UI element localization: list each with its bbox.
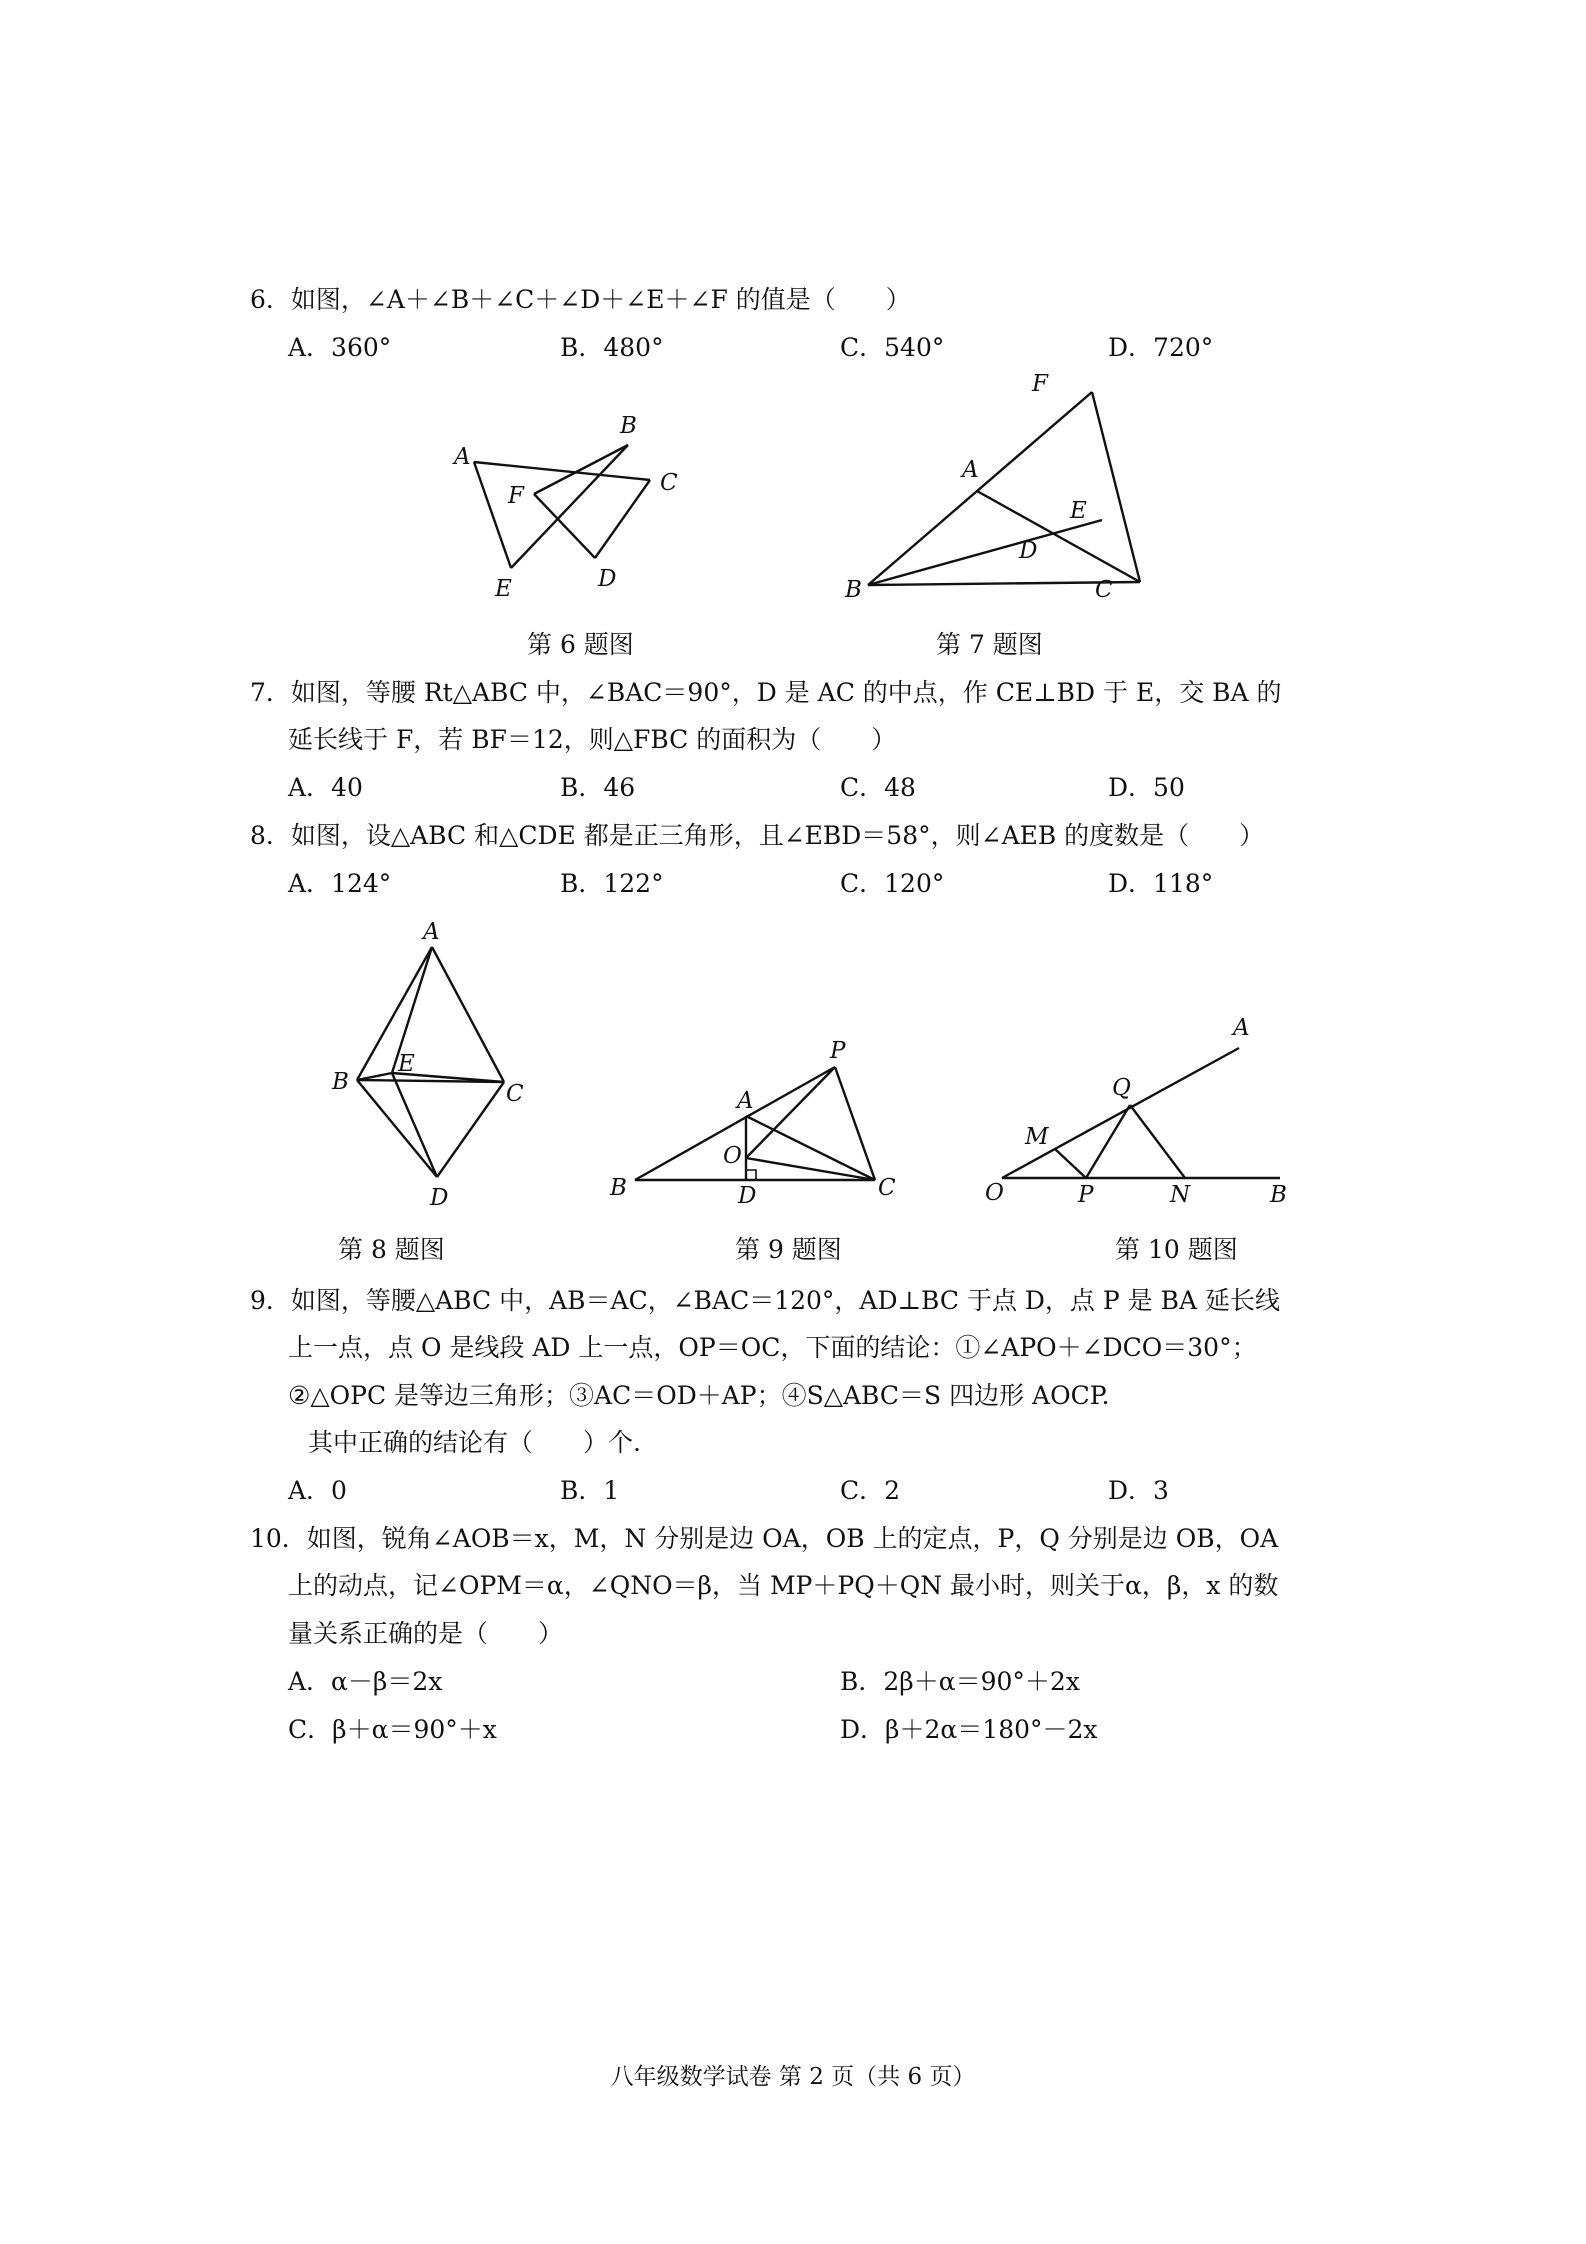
segment-f-c: [1092, 392, 1140, 582]
fig8-label-c: C: [506, 1081, 524, 1107]
q10-option-d: D．β＋2α＝180°－2x: [840, 1715, 1098, 1744]
segment-a-c: [474, 462, 650, 480]
q9-option-d: D．3: [1108, 1476, 1169, 1505]
q9-stem-line2: 上一点，点 O 是线段 AD 上一点，OP＝OC，下面的结论：①∠APO＋∠DCO＝30°；: [288, 1333, 1257, 1362]
segment-f-d: [534, 494, 595, 558]
fig8-label-d: D: [430, 1185, 449, 1211]
segment-b-e: [357, 1073, 392, 1080]
q10-option-b: B．2β＋α＝90°＋2x: [840, 1667, 1080, 1696]
q7-option-a: A．40: [288, 773, 363, 802]
fig9-label-c: C: [878, 1175, 896, 1201]
q7-option-d: D．50: [1108, 773, 1185, 802]
q7-stem-line2: 延长线于 F，若 BF＝12，则△FBC 的面积为（ ）: [288, 725, 897, 754]
segment-b-d: [357, 1080, 437, 1177]
figure-9-caption: 第 9 题图: [735, 1235, 842, 1264]
q9-option-b: B．1: [560, 1476, 620, 1505]
q8-option-b: B．122°: [560, 869, 664, 898]
fig10-label-a: A: [1233, 1015, 1250, 1041]
segment-e-d: [392, 1073, 437, 1177]
segment-a-c: [432, 947, 504, 1082]
segment-m-p: [1055, 1149, 1086, 1178]
fig9-label-o: O: [723, 1143, 742, 1169]
q9-stem-line3: ②△OPC 是等边三角形；③AC＝OD＋AP；④S△ABC＝S 四边形 AOCP.: [288, 1381, 1110, 1410]
fig9-label-d: D: [738, 1183, 757, 1209]
segment-b-f: [868, 392, 1092, 585]
fig7-label-f: F: [1032, 371, 1048, 397]
fig7-label-a: A: [962, 457, 979, 483]
ray-o-a: [1002, 1048, 1239, 1178]
q7-option-c: C．48: [840, 773, 916, 802]
segment-e-b: [511, 445, 628, 568]
q6-option-b: B．480°: [560, 333, 664, 362]
q8-stem: 8．如图，设△ABC 和△CDE 都是正三角形，且∠EBD＝58°，则∠AEB 的度数是（ ）: [250, 821, 1265, 850]
fig6-label-a: A: [454, 444, 471, 470]
q10-option-a: A．α－β＝2x: [288, 1667, 443, 1696]
fig7-label-c: C: [1095, 577, 1113, 603]
fig8-label-a: A: [423, 919, 440, 945]
q8-option-a: A．124°: [288, 869, 392, 898]
q6-option-a: A．360°: [288, 333, 392, 362]
fig6-label-c: C: [660, 470, 678, 496]
q6-stem: 6．如图，∠A＋∠B＋∠C＋∠D＋∠E＋∠F 的值是（ ）: [250, 285, 911, 314]
q9-stem-line4: 其中正确的结论有（ ）个.: [308, 1428, 641, 1457]
q8-option-d: D．118°: [1108, 869, 1214, 898]
figure-9: [600, 1035, 900, 1215]
q9-option-c: C．2: [840, 1476, 901, 1505]
segment-o-c: [746, 1158, 875, 1180]
fig10-label-n: N: [1170, 1182, 1191, 1208]
q9-stem-line1: 9．如图，等腰△ABC 中，AB＝AC，∠BAC＝120°，AD⊥BC 于点 D，点 P 是 BA 延长线: [250, 1286, 1280, 1315]
q6-option-d: D．720°: [1108, 333, 1214, 362]
q10-stem-line2: 上的动点，记∠OPM＝α，∠QNO＝β，当 MP＋PQ＋QN 最小时，则关于α，β，x 的数: [288, 1571, 1279, 1600]
fig10-label-p: P: [1078, 1182, 1094, 1208]
figure-10-caption: 第 10 题图: [1115, 1235, 1238, 1264]
fig7-label-b: B: [845, 577, 862, 603]
fig6-label-e: E: [495, 576, 512, 602]
fig8-label-b: B: [332, 1069, 349, 1095]
q8-option-c: C．120°: [840, 869, 945, 898]
figure-6: [440, 400, 700, 620]
q7-stem-line1: 7．如图，等腰 Rt△ABC 中，∠BAC＝90°，D 是 AC 的中点，作 CE⊥BD 于 E，交 BA 的: [250, 678, 1282, 707]
fig9-label-b: B: [610, 1175, 627, 1201]
page-footer: 八年级数学试卷 第 2 页（共 6 页）: [610, 2064, 976, 2090]
fig10-label-o: O: [985, 1180, 1004, 1206]
segment-p-o: [746, 1067, 835, 1158]
fig9-label-p: P: [830, 1038, 846, 1064]
fig7-label-e: E: [1070, 498, 1087, 524]
q7-option-b: B．46: [560, 773, 636, 802]
fig6-label-f: F: [508, 483, 524, 509]
figure-8: [320, 919, 550, 1215]
q9-option-a: A．0: [288, 1476, 347, 1505]
segment-c-d: [437, 1082, 504, 1177]
fig8-label-e: E: [398, 1051, 415, 1077]
segment-a-b: [357, 947, 432, 1080]
segment-a-c: [977, 491, 1140, 582]
figure-7: [835, 371, 1135, 605]
q6-option-c: C．540°: [840, 333, 945, 362]
fig9-label-a: A: [737, 1088, 754, 1114]
fig6-label-b: B: [620, 413, 637, 439]
figure-10: [985, 1010, 1295, 1210]
fig10-label-b: B: [1270, 1182, 1287, 1208]
q10-option-c: C．β＋α＝90°＋x: [288, 1715, 497, 1744]
fig7-label-d: D: [1019, 538, 1038, 564]
fig6-label-d: D: [598, 566, 617, 592]
segment-p-q: [1086, 1105, 1130, 1178]
fig10-label-m: M: [1025, 1124, 1049, 1150]
figure-8-caption: 第 8 题图: [338, 1235, 445, 1264]
fig10-label-q: Q: [1112, 1075, 1131, 1101]
segment-q-n: [1130, 1105, 1185, 1178]
q10-stem-line3: 量关系正确的是（ ）: [288, 1619, 564, 1648]
segment-d-c: [595, 480, 650, 558]
q10-stem-line1: 10．如图，锐角∠AOB＝x，M，N 分别是边 OA，OB 上的定点，P，Q 分别是边 OB，OA: [250, 1524, 1279, 1553]
right-angle-mark: [746, 1170, 756, 1180]
segment-b-e: [868, 520, 1102, 585]
figure-7-caption: 第 7 题图: [936, 630, 1043, 659]
figure-6-caption: 第 6 题图: [527, 630, 634, 659]
segment-a-e: [474, 462, 511, 568]
